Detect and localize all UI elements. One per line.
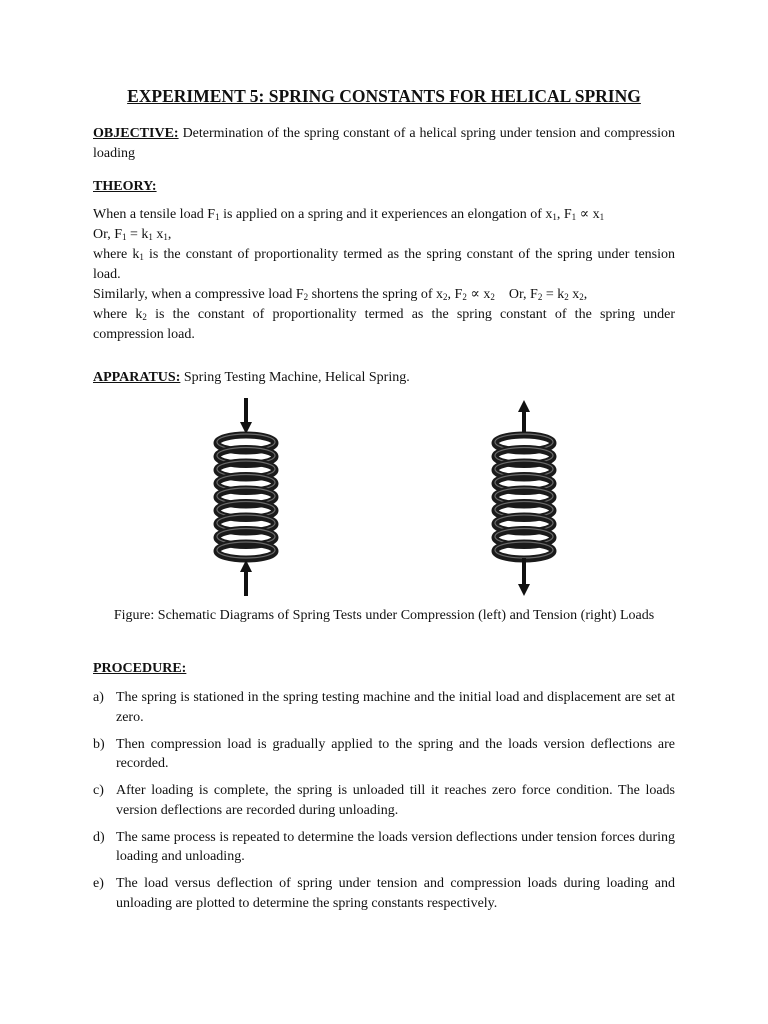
procedure-step: b) Then compression load is gradually applied to the spring and the loads version deflections are recorded. bbox=[93, 736, 675, 771]
compression-spring-diagram bbox=[217, 398, 275, 596]
theory-line-5: where $k_2$ is the constant of proportionality termed as the spring constant of the spring under compression load. bbox=[93, 307, 676, 342]
theory-line-2: Or, $F_1 = k_1$ $x_1$, bbox=[93, 227, 172, 242]
objective-heading: OBJECTIVE: bbox=[93, 126, 179, 141]
compression-spring bbox=[217, 434, 275, 559]
procedure-list bbox=[93, 688, 675, 921]
objective-text: Determination of the spring constant of a helical spring under tension and compression loading bbox=[93, 126, 675, 161]
figure-caption: Figure: Schematic Diagrams of Spring Tests under Compression (left) and Tension (right) Loads bbox=[113, 608, 655, 623]
objective-section bbox=[93, 124, 675, 164]
procedure-heading-block bbox=[93, 659, 675, 679]
theory-heading-block bbox=[93, 177, 675, 197]
procedure-step: c) After loading is complete, the spring is unloaded till it reaches zero force condition. The loads version deflections are recorded during unloading. bbox=[93, 783, 675, 818]
procedure-step: d) The same process is repeated to determine the loads version deflections under tension forces during loading and unloading. bbox=[93, 829, 675, 864]
procedure-step: a) The spring is stationed in the spring testing machine and the initial load and displacement are set at zero. bbox=[93, 690, 675, 725]
theory-heading: THEORY: bbox=[93, 179, 157, 194]
apparatus-section bbox=[93, 368, 675, 388]
theory-line-1: When a tensile load $F_1$ is applied on a spring and it experiences an elongation of $x_1$, $F_1 \propto x_1$ bbox=[93, 207, 605, 222]
theory-line-3: where $k_1$ is the constant of proportionality termed as the spring constant of the spring under tension load. bbox=[93, 247, 676, 282]
page-title: EXPERIMENT 5: SPRING CONSTANTS FOR HELICAL SPRING bbox=[127, 86, 641, 106]
procedure-step: e) The load versus deflection of spring under tension and compression loads during loading and unloading are plotted to determine the spring constants respectively. bbox=[93, 876, 675, 911]
apparatus-heading: APPARATUS: bbox=[93, 370, 181, 385]
theory-line-4: Similarly, when a compressive load $F_2$ shortens the spring of $x_2$, $F_2 \propto x_2$ Or, $F_2 = k_2$ $x_2$, bbox=[93, 287, 588, 302]
procedure-heading: PROCEDURE: bbox=[93, 661, 187, 676]
apparatus-text: Spring Testing Machine, Helical Spring. bbox=[183, 370, 410, 385]
theory-text bbox=[93, 205, 675, 345]
tension-spring-diagram bbox=[495, 400, 553, 596]
tension-spring bbox=[495, 434, 553, 559]
spring-figure bbox=[0, 390, 768, 600]
